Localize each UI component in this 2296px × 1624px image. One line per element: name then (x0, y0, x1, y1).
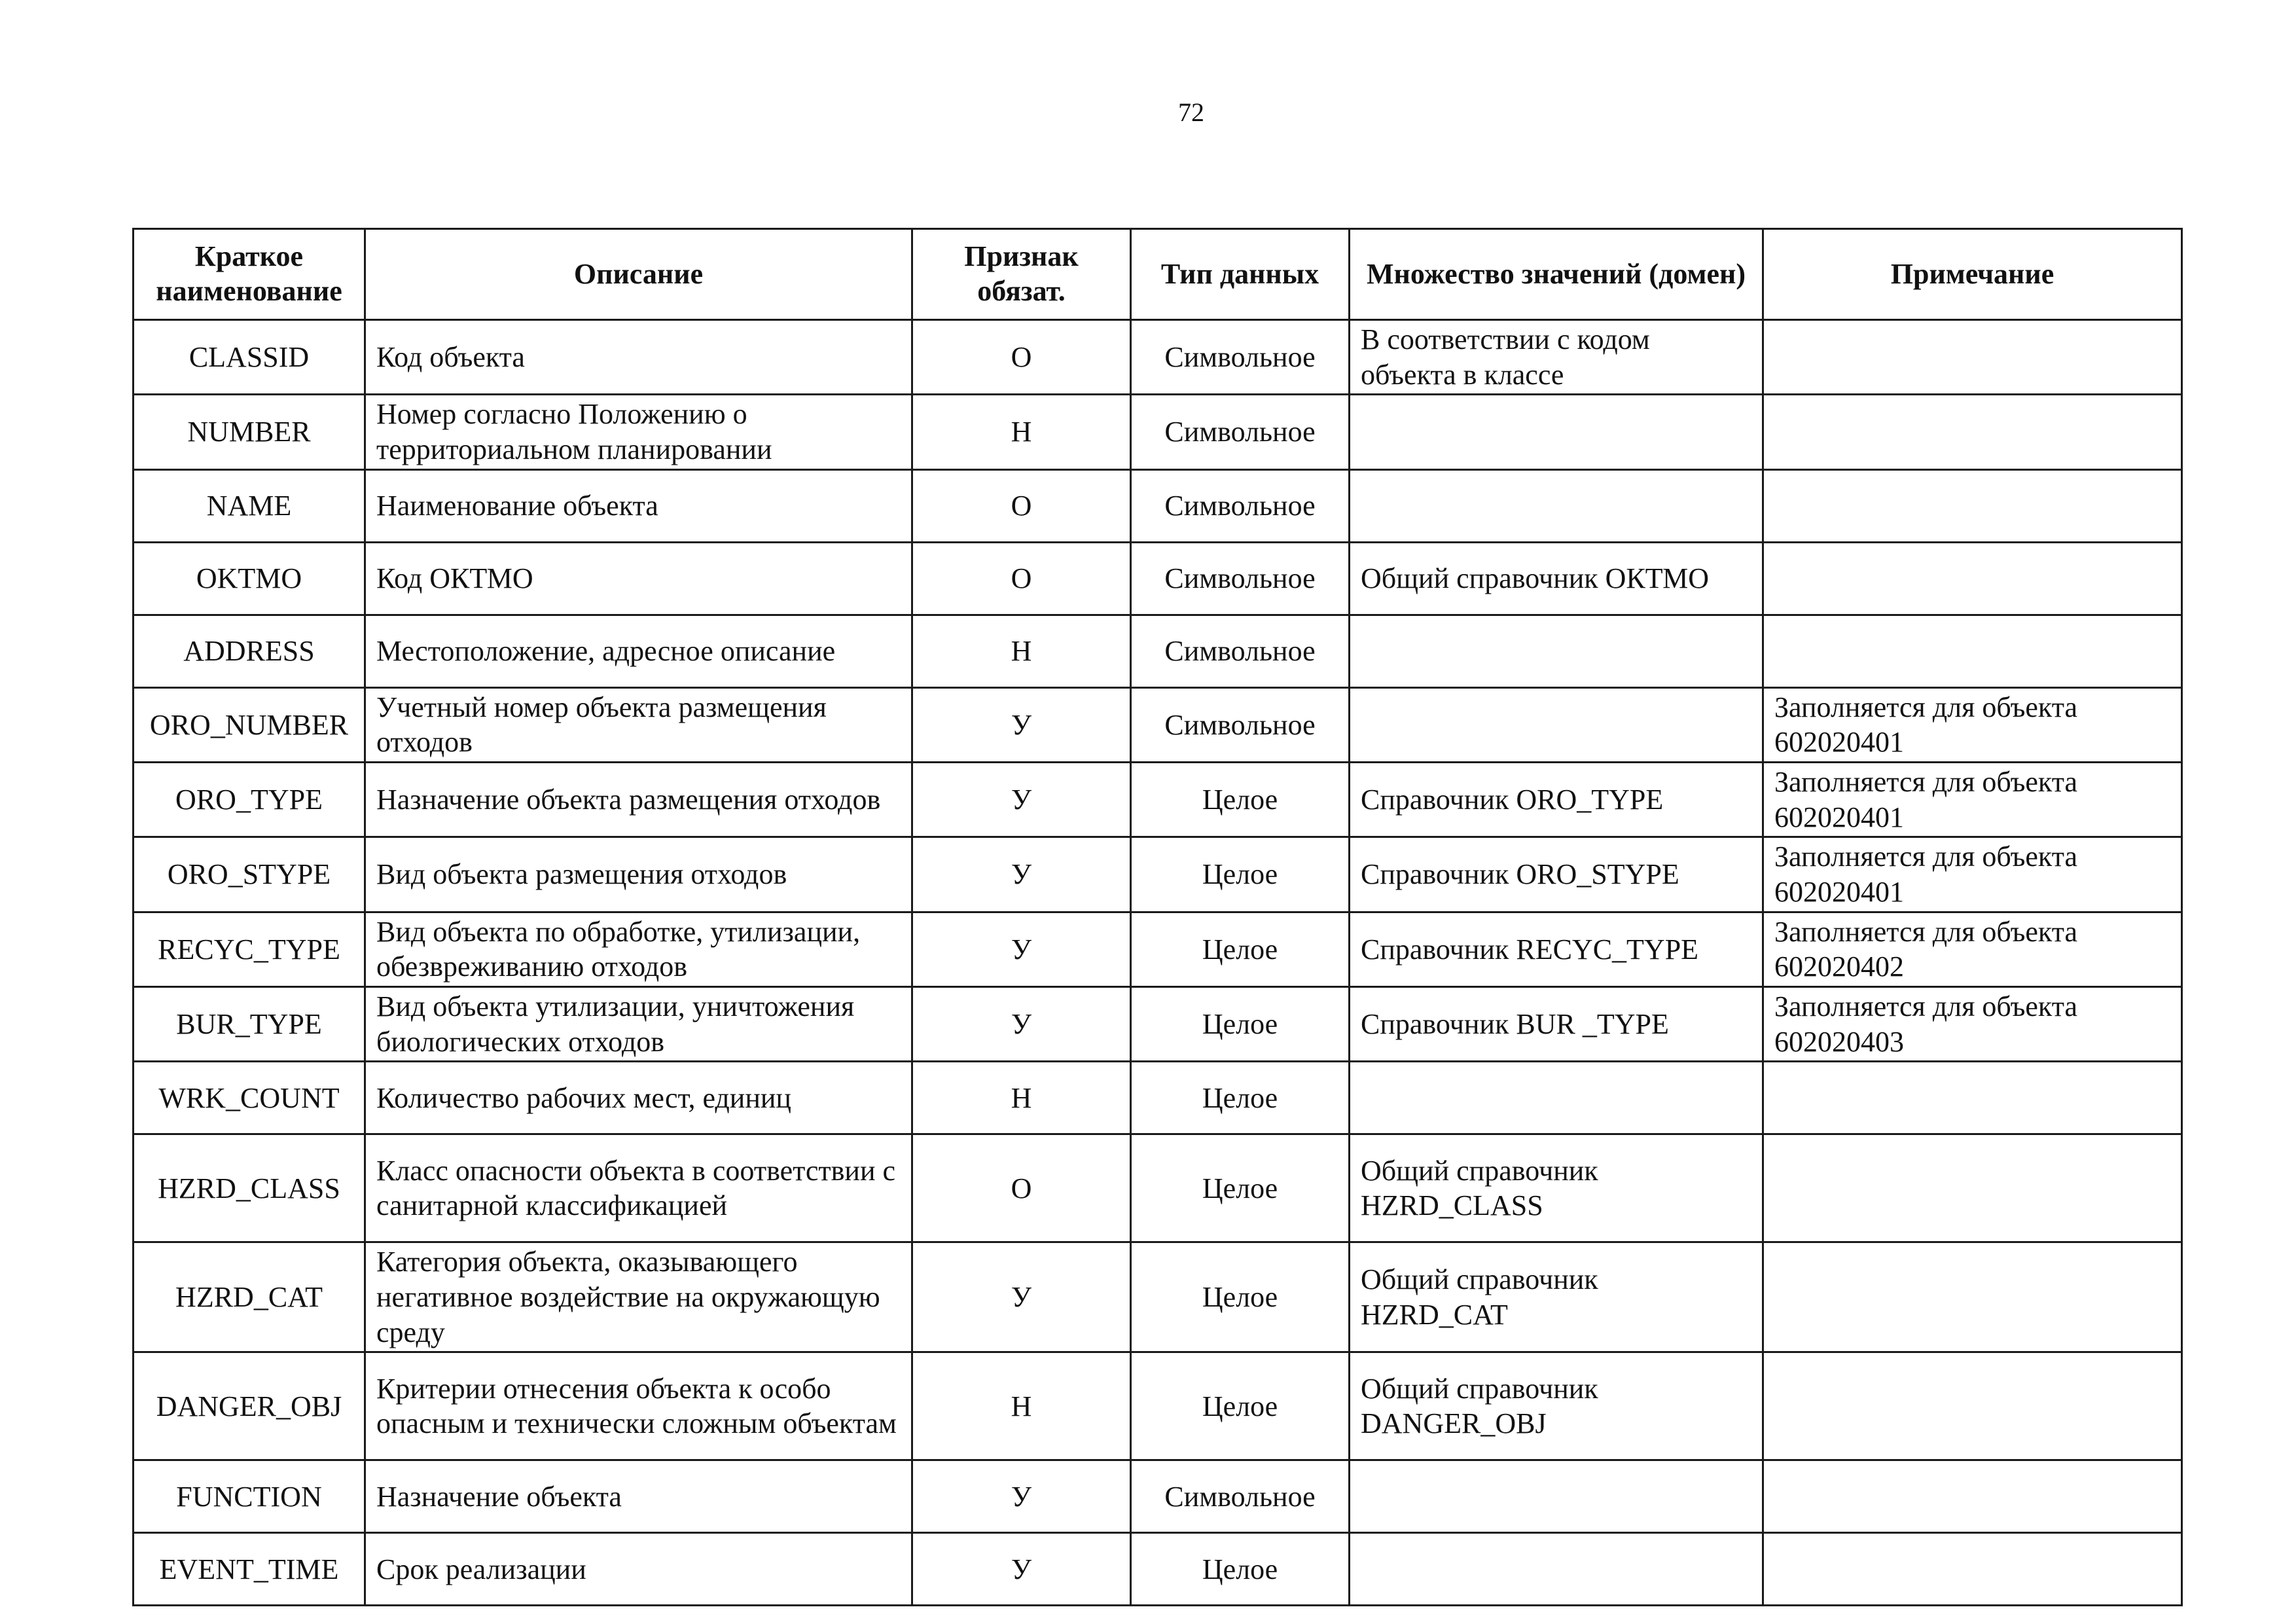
cell-data-type: Целое (1131, 987, 1350, 1062)
cell-data-type: Целое (1131, 1242, 1350, 1352)
cell-note: Заполняется для объекта 602020401 (1763, 687, 2182, 762)
cell-description: Срок реализации (365, 1533, 912, 1606)
cell-description: Вид объекта размещения отходов (365, 837, 912, 912)
header-data-type: Тип данных (1131, 229, 1350, 320)
cell-note (1763, 395, 2182, 469)
cell-note (1763, 320, 2182, 395)
cell-required-flag: У (912, 1242, 1131, 1352)
cell-required-flag: Н (912, 395, 1131, 469)
cell-short-name: RECYC_TYPE (134, 912, 365, 986)
cell-note (1763, 1352, 2182, 1460)
table-row (134, 912, 2182, 986)
cell-description: Назначение объекта размещения отходов (365, 763, 912, 837)
cell-required-flag: У (912, 912, 1131, 986)
table-row (134, 1242, 2182, 1352)
cell-required-flag: У (912, 987, 1131, 1062)
attribute-table (132, 228, 2183, 1606)
cell-short-name: CLASSID (134, 320, 365, 395)
cell-description: Количество рабочих мест, единиц (365, 1062, 912, 1134)
cell-short-name: ORO_STYPE (134, 837, 365, 912)
cell-data-type: Целое (1131, 763, 1350, 837)
cell-description: Наименование объекта (365, 469, 912, 542)
table-row (134, 320, 2182, 395)
cell-short-name: FUNCTION (134, 1460, 365, 1533)
cell-short-name: HZRD_CLASS (134, 1134, 365, 1242)
cell-domain (1350, 395, 1763, 469)
cell-note: Заполняется для объекта 602020401 (1763, 837, 2182, 912)
table-row (134, 395, 2182, 469)
cell-note (1763, 542, 2182, 615)
cell-short-name: ADDRESS (134, 615, 365, 687)
cell-note: Заполняется для объекта 602020403 (1763, 987, 2182, 1062)
cell-description: Номер согласно Положению о территориальном планировании (365, 395, 912, 469)
cell-data-type: Символьное (1131, 469, 1350, 542)
cell-data-type: Целое (1131, 1062, 1350, 1134)
cell-data-type: Символьное (1131, 615, 1350, 687)
cell-required-flag: О (912, 542, 1131, 615)
header-domain: Множество значений (домен) (1350, 229, 1763, 320)
cell-short-name: NUMBER (134, 395, 365, 469)
cell-required-flag: О (912, 469, 1131, 542)
cell-description: Назначение объекта (365, 1460, 912, 1533)
header-short-name: Краткое наименование (134, 229, 365, 320)
cell-required-flag: У (912, 687, 1131, 762)
cell-short-name: ORO_NUMBER (134, 687, 365, 762)
cell-description: Код ОКТМО (365, 542, 912, 615)
cell-description: Вид объекта по обработке, утилизации, обезвреживанию отходов (365, 912, 912, 986)
cell-data-type: Символьное (1131, 1460, 1350, 1533)
cell-short-name: ORO_TYPE (134, 763, 365, 837)
cell-domain (1350, 615, 1763, 687)
cell-description: Местоположение, адресное описание (365, 615, 912, 687)
table-row (134, 1062, 2182, 1134)
cell-description: Критерии отнесения объекта к особо опасным и технически сложным объектам (365, 1352, 912, 1460)
cell-data-type: Целое (1131, 1352, 1350, 1460)
table-row (134, 687, 2182, 762)
header-required-flag: Признак обязат. (912, 229, 1131, 320)
cell-note (1763, 469, 2182, 542)
cell-short-name: HZRD_CAT (134, 1242, 365, 1352)
cell-data-type: Символьное (1131, 542, 1350, 615)
cell-short-name: DANGER_OBJ (134, 1352, 365, 1460)
cell-data-type: Целое (1131, 912, 1350, 986)
cell-required-flag: Н (912, 1352, 1131, 1460)
cell-note (1763, 1460, 2182, 1533)
cell-data-type: Целое (1131, 837, 1350, 912)
cell-domain (1350, 1460, 1763, 1533)
cell-domain: Общий справочник HZRD_CLASS (1350, 1134, 1763, 1242)
cell-short-name: EVENT_TIME (134, 1533, 365, 1606)
cell-data-type: Символьное (1131, 687, 1350, 762)
table-header-row (134, 229, 2182, 320)
table-row (134, 615, 2182, 687)
cell-required-flag: Н (912, 1062, 1131, 1134)
cell-note (1763, 1062, 2182, 1134)
page-number: 72 (1178, 98, 1204, 127)
cell-short-name: WRK_COUNT (134, 1062, 365, 1134)
cell-domain (1350, 1533, 1763, 1606)
cell-domain: Справочник RECYC_TYPE (1350, 912, 1763, 986)
cell-required-flag: У (912, 763, 1131, 837)
cell-note (1763, 1134, 2182, 1242)
cell-required-flag: У (912, 837, 1131, 912)
cell-description: Категория объекта, оказывающего негативное воздействие на окружающую среду (365, 1242, 912, 1352)
cell-note (1763, 1242, 2182, 1352)
cell-domain: Справочник ORO_TYPE (1350, 763, 1763, 837)
table-row (134, 1460, 2182, 1533)
cell-data-type: Целое (1131, 1134, 1350, 1242)
cell-required-flag: У (912, 1533, 1131, 1606)
cell-note (1763, 615, 2182, 687)
cell-description: Учетный номер объекта размещения отходов (365, 687, 912, 762)
table-row (134, 987, 2182, 1062)
table-row (134, 1533, 2182, 1606)
cell-description: Код объекта (365, 320, 912, 395)
cell-domain: Справочник BUR _TYPE (1350, 987, 1763, 1062)
cell-domain (1350, 469, 1763, 542)
cell-description: Класс опасности объекта в соответствии с санитарной классификацией (365, 1134, 912, 1242)
table-row (134, 1352, 2182, 1460)
cell-domain: Общий справочник DANGER_OBJ (1350, 1352, 1763, 1460)
cell-domain: В соответствии с кодом объекта в классе (1350, 320, 1763, 395)
cell-note: Заполняется для объекта 602020401 (1763, 763, 2182, 837)
table-row (134, 763, 2182, 837)
cell-short-name: NAME (134, 469, 365, 542)
cell-required-flag: О (912, 320, 1131, 395)
cell-domain: Общий справочник HZRD_CAT (1350, 1242, 1763, 1352)
cell-note: Заполняется для объекта 602020402 (1763, 912, 2182, 986)
cell-domain: Справочник ORO_STYPE (1350, 837, 1763, 912)
cell-short-name: BUR_TYPE (134, 987, 365, 1062)
cell-short-name: OKTMO (134, 542, 365, 615)
cell-data-type: Символьное (1131, 320, 1350, 395)
cell-domain (1350, 687, 1763, 762)
table-row (134, 542, 2182, 615)
cell-domain: Общий справочник ОКТМО (1350, 542, 1763, 615)
table-row (134, 469, 2182, 542)
cell-required-flag: У (912, 1460, 1131, 1533)
cell-description: Вид объекта утилизации, уничтожения биологических отходов (365, 987, 912, 1062)
header-description: Описание (365, 229, 912, 320)
cell-required-flag: О (912, 1134, 1131, 1242)
cell-note (1763, 1533, 2182, 1606)
cell-data-type: Символьное (1131, 395, 1350, 469)
cell-required-flag: Н (912, 615, 1131, 687)
cell-domain (1350, 1062, 1763, 1134)
table-row (134, 1134, 2182, 1242)
table-row (134, 837, 2182, 912)
cell-data-type: Целое (1131, 1533, 1350, 1606)
header-note: Примечание (1763, 229, 2182, 320)
